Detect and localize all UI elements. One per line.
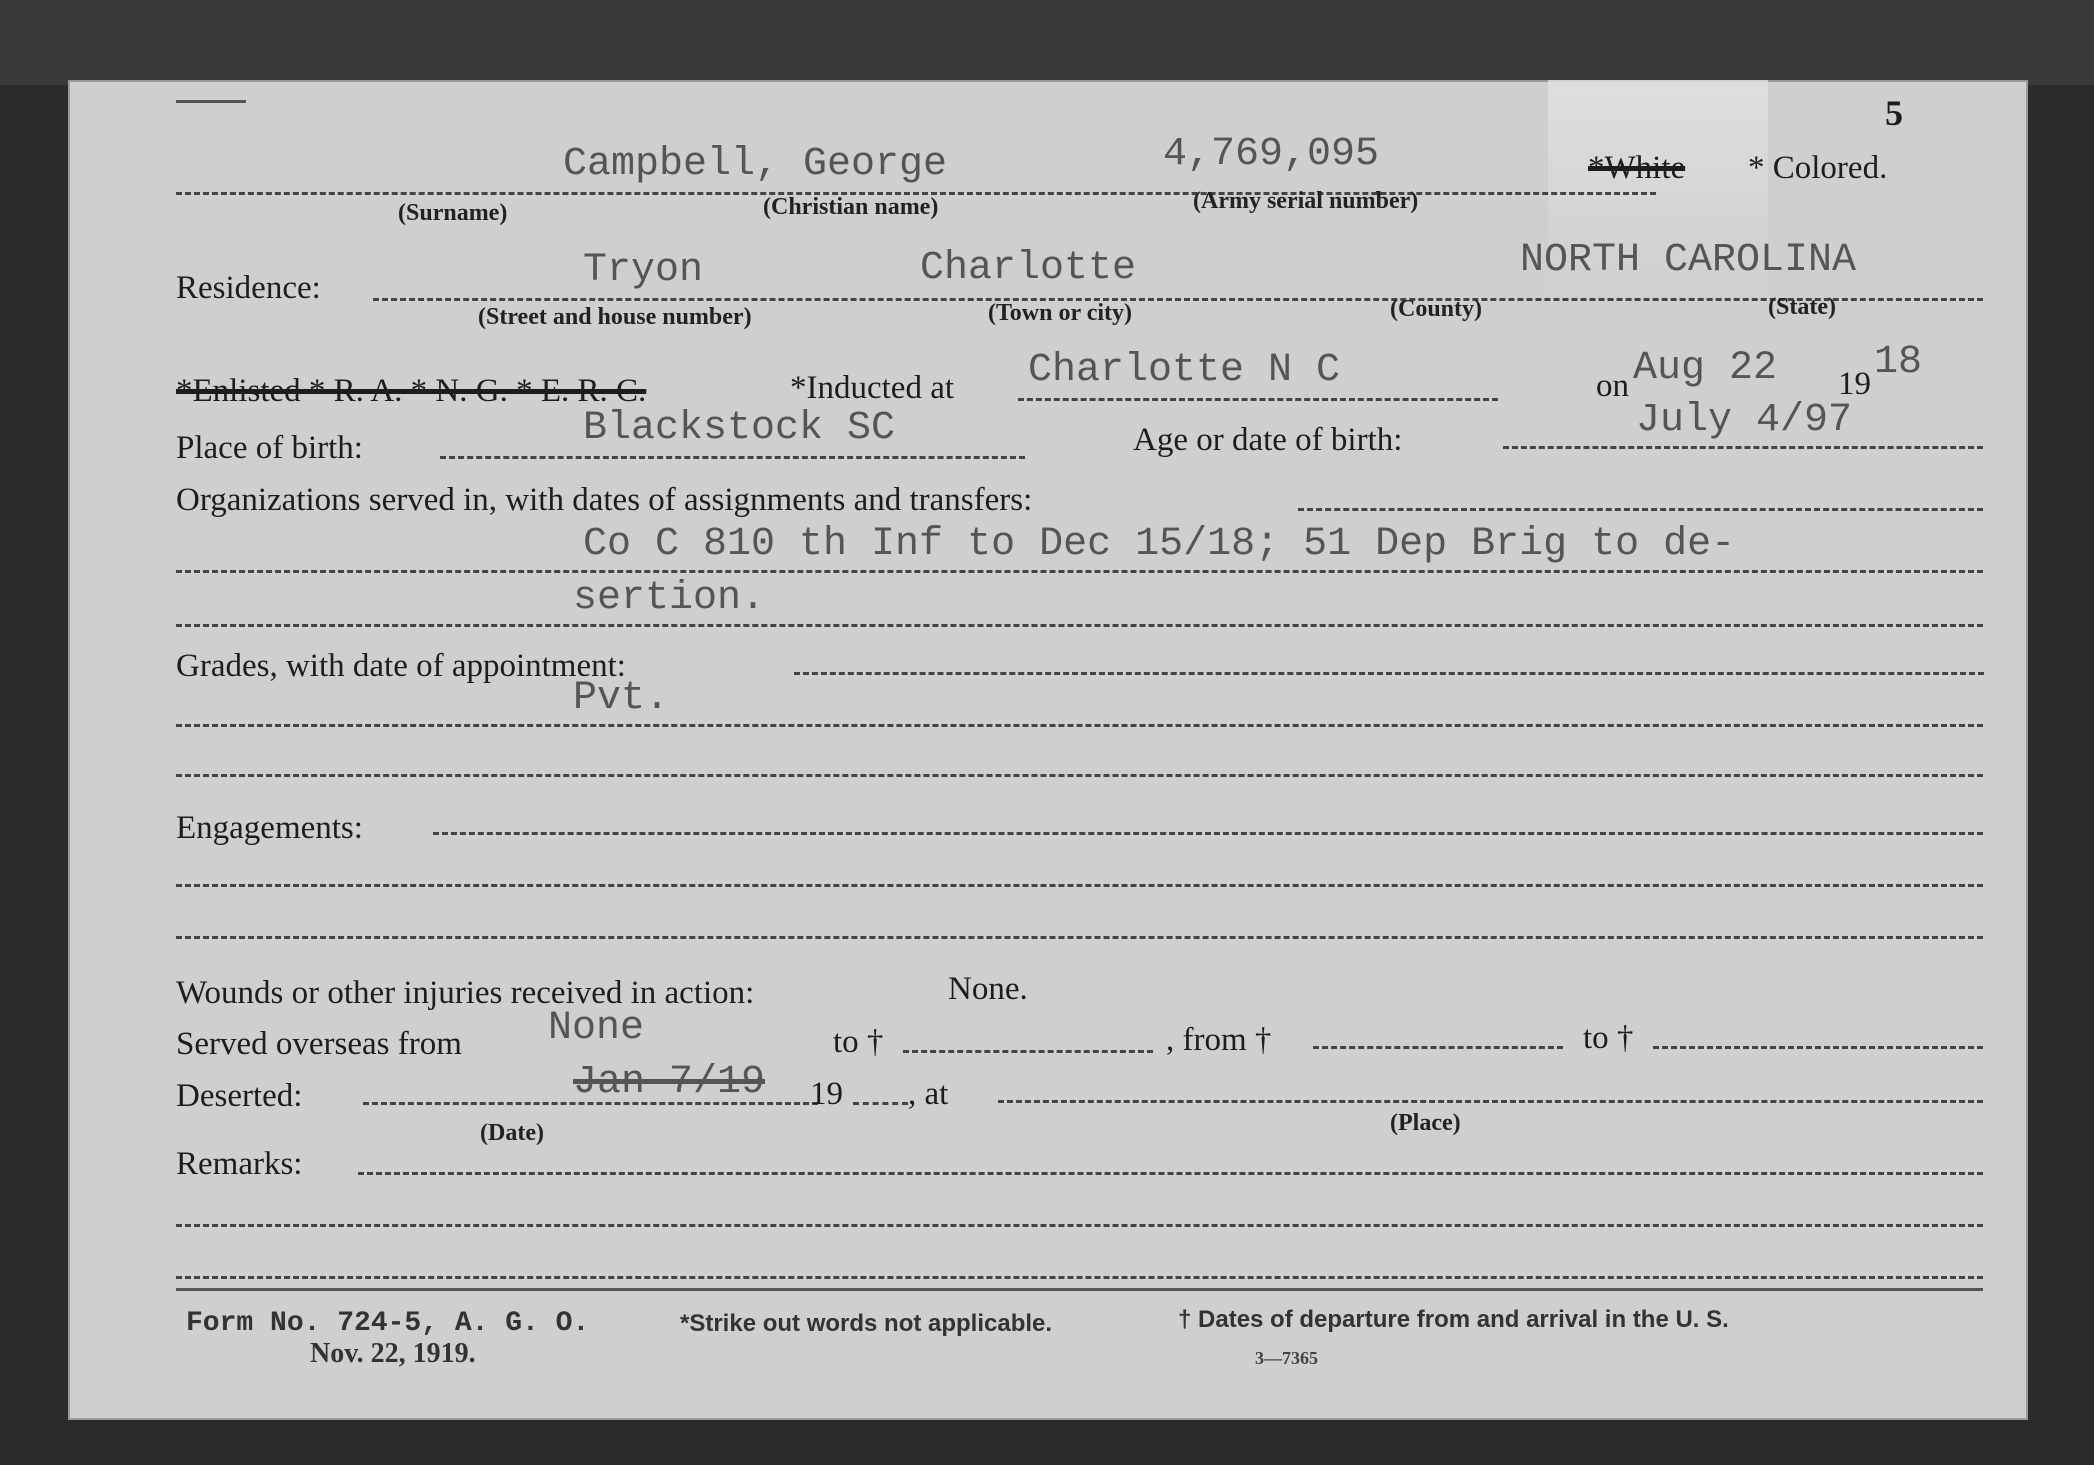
engagements-line-2 xyxy=(176,936,1983,939)
grades-line-2 xyxy=(176,774,1983,777)
grades-line-0 xyxy=(794,672,1984,675)
print-code: 3—7365 xyxy=(1255,1348,1318,1368)
deserted-place-line xyxy=(998,1100,1983,1103)
wounds-label: Wounds or other injuries received in action: xyxy=(176,975,755,1011)
residence-line xyxy=(373,298,1983,301)
serial-label: (Army serial number) xyxy=(1193,188,1419,214)
state-value: NORTH CAROLINA xyxy=(1520,238,1857,283)
remarks-line-1 xyxy=(176,1224,1983,1227)
race-colored: * Colored. xyxy=(1748,150,1888,186)
overseas-to-label: to † xyxy=(833,1024,884,1060)
street-value: Tryon xyxy=(583,248,704,293)
race-white-struck: *White xyxy=(1588,150,1686,186)
residence-label: Residence: xyxy=(176,270,321,306)
name-value: Campbell, George xyxy=(563,142,948,187)
overseas-to2-line xyxy=(1653,1046,1983,1049)
enlisted-struck: *Enlisted * R. A. * N. G. * E. R. C. xyxy=(176,373,647,409)
on-label: on xyxy=(1596,368,1629,404)
deserted-year-label: 19 xyxy=(810,1076,843,1112)
organizations-value-1: Co C 810 th Inf to Dec 15/18; 51 Dep Brig to de- xyxy=(583,522,1736,567)
state-label: (State) xyxy=(1768,294,1836,320)
town-value: Charlotte xyxy=(920,246,1137,291)
overseas-to2-label: to † xyxy=(1583,1020,1634,1056)
inducted-label: *Inducted at xyxy=(790,370,955,406)
engagements-label: Engagements: xyxy=(176,810,363,846)
wounds-value: None. xyxy=(948,971,1028,1007)
remarks-line-0 xyxy=(358,1172,1983,1175)
birth-date-label: Age or date of birth: xyxy=(1133,422,1403,458)
surname-label: (Surname) xyxy=(398,200,508,226)
inducted-line xyxy=(1018,398,1498,401)
serial-value: 4,769,095 xyxy=(1163,132,1380,177)
street-label: (Street and house number) xyxy=(478,304,752,330)
form-date: Nov. 22, 1919. xyxy=(310,1338,476,1369)
grades-label: Grades, with date of appointment: xyxy=(176,648,626,684)
organizations-value-2: sertion. xyxy=(573,576,766,621)
county-label: (County) xyxy=(1390,296,1483,322)
scan-backdrop xyxy=(0,0,2094,85)
inducted-place: Charlotte N C xyxy=(1028,348,1341,393)
organizations-line-0 xyxy=(1298,508,1983,511)
birth-place-label: Place of birth: xyxy=(176,430,363,466)
christian-name-label: (Christian name) xyxy=(763,194,939,220)
birth-place-value: Blackstock SC xyxy=(583,406,896,451)
year-prefix: 19 xyxy=(1838,366,1871,402)
overseas-from-label: , from † xyxy=(1166,1022,1272,1058)
top-rule xyxy=(176,100,246,103)
organizations-label: Organizations served in, with dates of assignments and transfers: xyxy=(176,482,1033,518)
service-record-card xyxy=(68,80,2028,1420)
engagements-line-0 xyxy=(433,832,1983,835)
town-label: (Town or city) xyxy=(988,300,1132,326)
deserted-date: Jan 7/19 xyxy=(573,1060,766,1105)
overseas-value: None xyxy=(548,1006,645,1051)
birth-place-line xyxy=(440,456,1025,459)
inducted-date: Aug 22 xyxy=(1633,346,1778,391)
strike-note: *Strike out words not applicable. xyxy=(680,1310,1053,1337)
year-suffix: 18 xyxy=(1874,340,1923,385)
deserted-label: Deserted: xyxy=(176,1078,303,1114)
card-number: 5 xyxy=(1885,93,1903,133)
dates-note: † Dates of departure from and arrival in the U. S. xyxy=(1178,1306,1729,1333)
organizations-line-2 xyxy=(176,624,1983,627)
overseas-from-line xyxy=(1313,1046,1563,1049)
remarks-label: Remarks: xyxy=(176,1146,303,1182)
birth-date-line xyxy=(1503,446,1983,449)
grades-value: Pvt. xyxy=(573,676,670,721)
remarks-line-2 xyxy=(176,1276,1983,1279)
engagements-line-1 xyxy=(176,884,1983,887)
birth-date-value: July 4/97 xyxy=(1636,398,1853,443)
deserted-at-label: , at xyxy=(908,1076,949,1112)
deserted-date-label: (Date) xyxy=(480,1120,544,1146)
form-number: Form No. 724-5, A. G. O. xyxy=(186,1308,590,1339)
grades-line-1 xyxy=(176,724,1983,727)
deserted-place-label: (Place) xyxy=(1390,1110,1461,1136)
deserted-year-line xyxy=(853,1102,908,1105)
organizations-line-1 xyxy=(176,570,1983,573)
overseas-to-line xyxy=(903,1050,1153,1053)
overseas-label: Served overseas from xyxy=(176,1026,462,1062)
footer-rule xyxy=(176,1288,1983,1291)
